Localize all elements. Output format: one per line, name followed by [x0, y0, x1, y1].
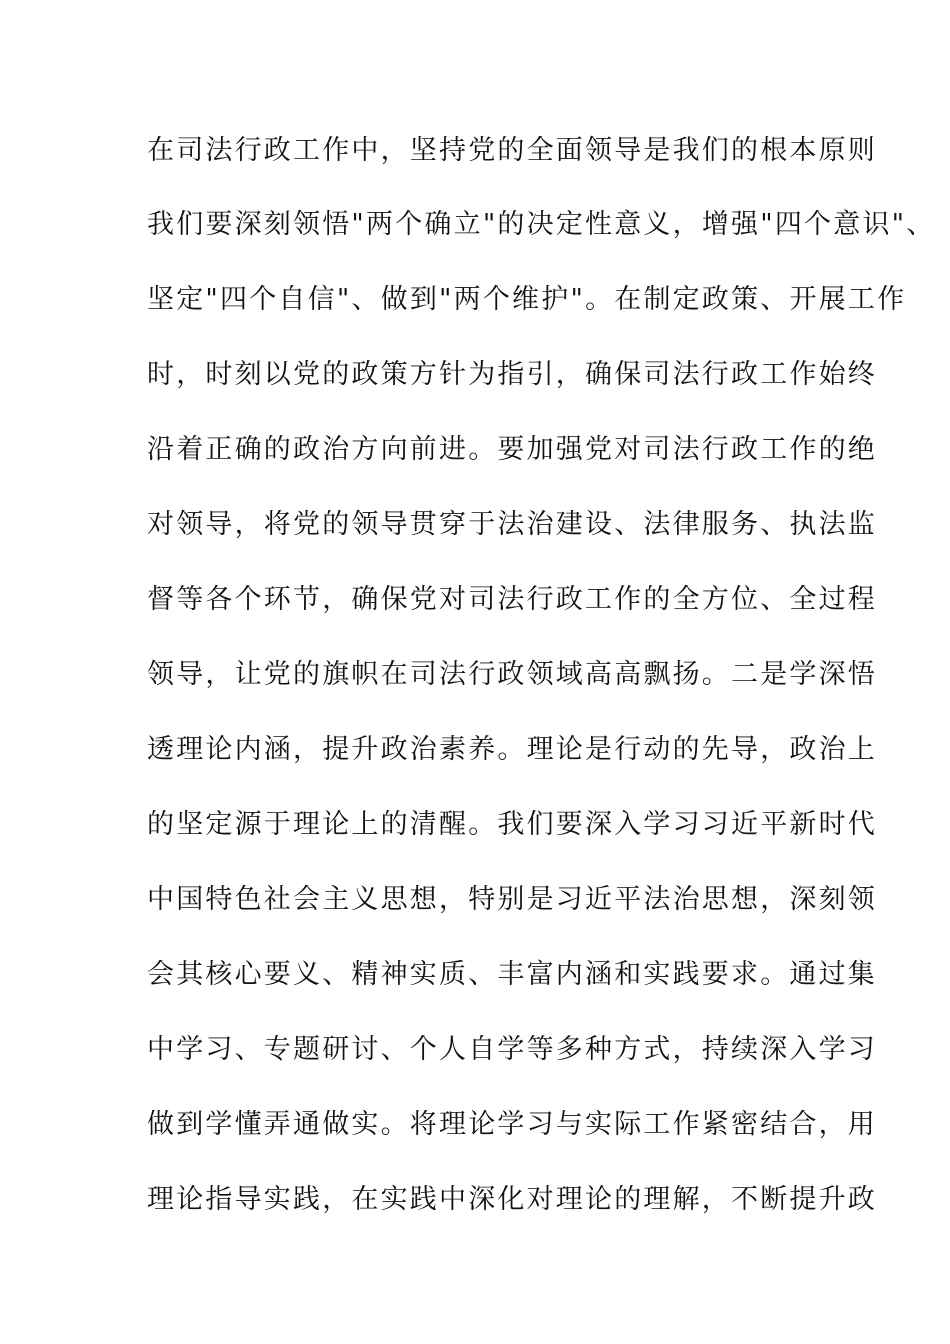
paragraph-line: 理论指导实践，在实践中深化对理论的理解，不断提升政	[147, 1184, 877, 1215]
paragraph-line: 我们要深刻领悟"两个确立"的决定性意义，增强"四个意识"、	[147, 209, 936, 240]
paragraph-line: 中国特色社会主义思想，特别是习近平法治思想，深刻领	[147, 884, 877, 915]
paragraph-line: 督等各个环节，确保党对司法行政工作的全方位、全过程	[147, 584, 877, 615]
paragraph-line: 中学习、专题研讨、个人自学等多种方式，持续深入学习	[147, 1034, 877, 1065]
paragraph-line: 会其核心要义、精神实质、丰富内涵和实践要求。通过集	[147, 959, 877, 990]
paragraph-line: 坚定"四个自信"、做到"两个维护"。在制定政策、开展工作	[147, 284, 907, 315]
paragraph-line: 对领导，将党的领导贯穿于法治建设、法律服务、执法监	[147, 509, 877, 540]
paragraph-line: 沿着正确的政治方向前进。要加强党对司法行政工作的绝	[147, 434, 877, 465]
paragraph-line: 时，时刻以党的政策方针为指引，确保司法行政工作始终	[147, 359, 877, 390]
paragraph-line: 领导，让党的旗帜在司法行政领域高高飘扬。二是学深悟	[147, 659, 877, 690]
paragraph-line: 做到学懂弄通做实。将理论学习与实际工作紧密结合，用	[147, 1109, 877, 1140]
paragraph-line: 的坚定源于理论上的清醒。我们要深入学习习近平新时代	[147, 809, 877, 840]
paragraph-line: 透理论内涵，提升政治素养。理论是行动的先导，政治上	[147, 734, 877, 765]
paragraph-line: 在司法行政工作中，坚持党的全面领导是我们的根本原则	[147, 135, 877, 166]
